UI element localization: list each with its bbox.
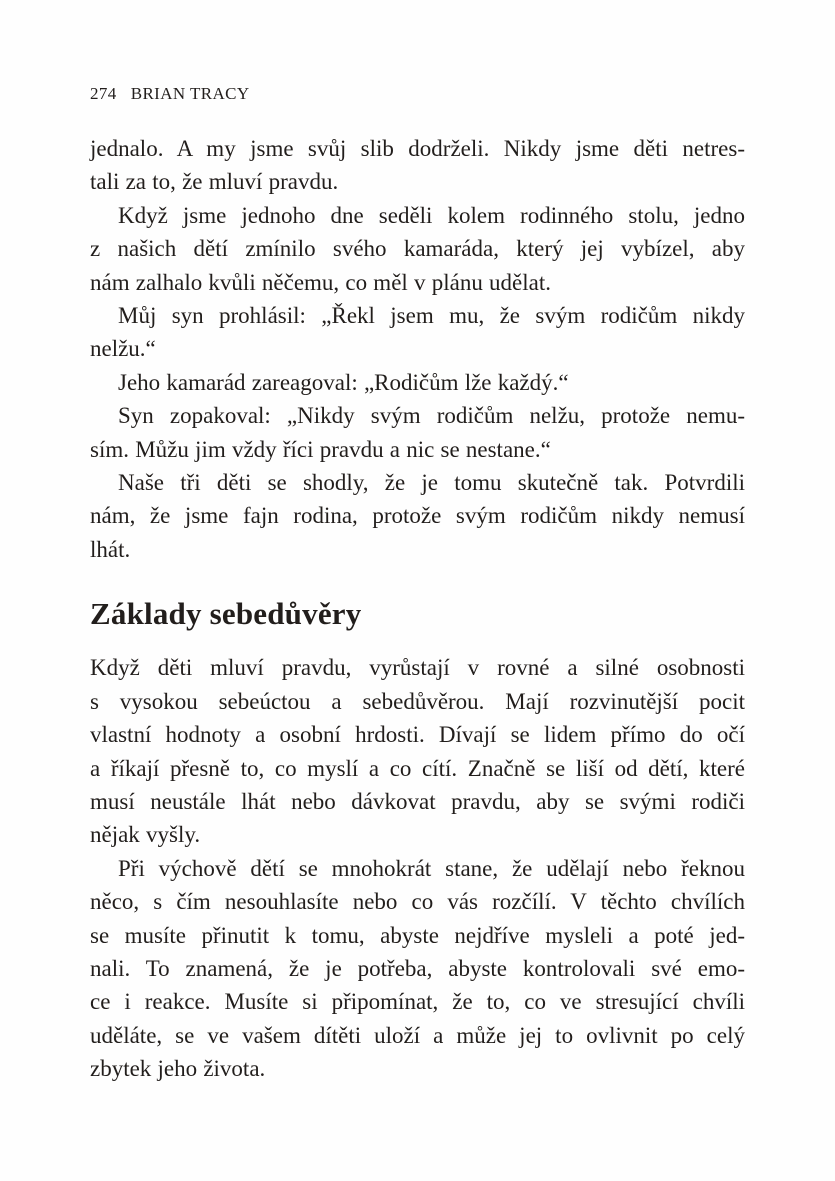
paragraph bbox=[90, 399, 745, 466]
running-head bbox=[90, 84, 745, 104]
text-line: Jeho kamarád zareagoval: „Rodičům lže každý.“ bbox=[118, 369, 569, 395]
text-line: a říkají přesně to, co myslí a co cítí. Značně se liší od dětí, které bbox=[90, 755, 745, 781]
paragraph bbox=[90, 852, 745, 1086]
text-line: Když děti mluví pravdu, vyrůstají v rovné a silné osobnosti bbox=[90, 655, 745, 681]
paragraph bbox=[90, 466, 745, 566]
paragraph bbox=[90, 199, 745, 299]
page-number: 274 bbox=[90, 84, 117, 103]
text-line: zbytek jeho života. bbox=[90, 1056, 266, 1082]
text-line: musí neustále lhát nebo dávkovat pravdu, aby se svými rodiči bbox=[90, 788, 745, 814]
paragraph bbox=[90, 299, 745, 366]
text-line: Naše tři děti se shodly, že je tomu skutečně tak. Potvrdili bbox=[118, 470, 745, 496]
text-line: vlastní hodnoty a osobní hrdosti. Dívají se lidem přímo do očí bbox=[90, 722, 745, 748]
text-line: Syn zopakoval: „Nikdy svým rodičům nelžu, protože nemu- bbox=[118, 403, 745, 429]
section-heading: Základy sebedůvěry bbox=[90, 596, 362, 632]
text-line: lhát. bbox=[90, 536, 131, 562]
paragraph bbox=[90, 132, 745, 199]
text-line: s vysokou sebeúctou a sebedůvěrou. Mají rozvinutější pocit bbox=[90, 688, 745, 714]
text-line: nali. To znamená, že je potřeba, abyste kontrolovali své emo- bbox=[90, 955, 745, 981]
text-line: nelžu.“ bbox=[90, 336, 156, 362]
running-title: BRIAN TRACY bbox=[130, 84, 250, 103]
text-line: sím. Můžu jim vždy říci pravdu a nic se nestane.“ bbox=[90, 436, 551, 462]
text-line: se musíte přinutit k tomu, abyste nejdříve mysleli a poté jed- bbox=[90, 922, 745, 948]
text-line: uděláte, se ve vašem dítěti uloží a může jej to ovlivnit po celý bbox=[90, 1022, 745, 1048]
text-line: nějak vyšly. bbox=[90, 822, 201, 848]
text-line: něco, s čím nesouhlasíte nebo co vás rozčílí. V těchto chvílích bbox=[90, 889, 745, 915]
paragraph bbox=[90, 366, 745, 399]
text-line: Můj syn prohlásil: „Řekl jsem mu, že svým rodičům nikdy bbox=[118, 303, 745, 329]
paragraph bbox=[90, 651, 745, 851]
text-line: nám zalhalo kvůli něčemu, co měl v plánu udělat. bbox=[90, 269, 551, 295]
text-line: jednalo. A my jsme svůj slib dodrželi. Nikdy jsme děti netres- bbox=[90, 136, 745, 161]
text-line: ce i reakce. Musíte si připomínat, že to, co ve stresující chvíli bbox=[90, 989, 745, 1015]
text-line: z našich dětí zmínilo svého kamaráda, který jej vybízel, aby bbox=[90, 236, 745, 262]
text-line: Když jsme jednoho dne seděli kolem rodinného stolu, jedno bbox=[118, 202, 745, 228]
text-line: nám, že jsme fajn rodina, protože svým rodičům nikdy nemusí bbox=[90, 503, 745, 529]
text-line: tali za to, že mluví pravdu. bbox=[90, 169, 339, 195]
page-body bbox=[90, 132, 745, 1086]
text-line: Při výchově dětí se mnohokrát stane, že udělají nebo řeknou bbox=[118, 855, 745, 881]
